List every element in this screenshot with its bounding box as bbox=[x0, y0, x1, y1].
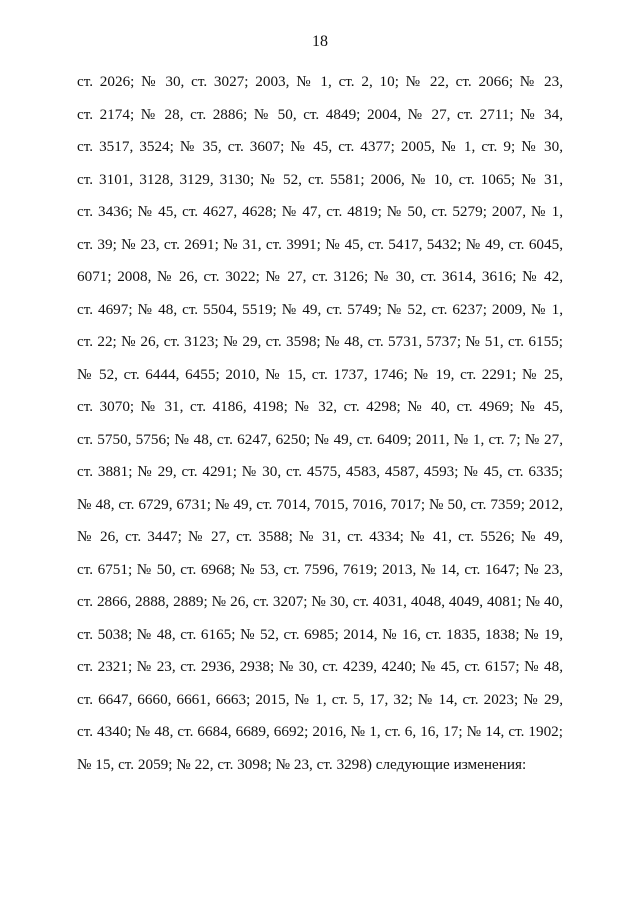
body-text-line-last: № 15, ст. 2059; № 22, ст. 3098; № 23, ст. 3298) следующие изменения: bbox=[77, 755, 527, 773]
body-text-line: ст. 4697; № 48, ст. 5504, 5519; № 49, ст. 5749; № 52, ст. 6237; 2009, № 1, bbox=[77, 300, 563, 318]
body-text-line: ст. 2174; № 28, ст. 2886; № 50, ст. 4849; 2004, № 27, ст. 2711; № 34, bbox=[77, 105, 563, 123]
body-text-line: № 52, ст. 6444, 6455; 2010, № 15, ст. 1737, 1746; № 19, ст. 2291; № 25, bbox=[77, 365, 563, 383]
body-text-line: ст. 3070; № 31, ст. 4186, 4198; № 32, ст. 4298; № 40, ст. 4969; № 45, bbox=[77, 398, 563, 415]
body-text-line: ст. 2866, 2888, 2889; № 26, ст. 3207; № 30, ст. 4031, 4048, 4049, 4081; № 40, bbox=[77, 593, 563, 610]
body-text-line: ст. 5750, 5756; № 48, ст. 6247, 6250; № 49, ст. 6409; 2011, № 1, ст. 7; № 27, bbox=[77, 430, 563, 448]
body-text-line: № 26, ст. 3447; № 27, ст. 3588; № 31, ст. 4334; № 41, ст. 5526; № 49, bbox=[77, 528, 563, 545]
body-text-line: 6071; 2008, № 26, ст. 3022; № 27, ст. 3126; № 30, ст. 3614, 3616; № 42, bbox=[77, 268, 563, 285]
page-number: 18 bbox=[312, 33, 328, 50]
body-text-line: ст. 4340; № 48, ст. 6684, 6689, 6692; 2016, № 1, ст. 6, 16, 17; № 14, ст. 1902; bbox=[77, 723, 563, 740]
body-text-line: № 48, ст. 6729, 6731; № 49, ст. 7014, 7015, 7016, 7017; № 50, ст. 7359; 2012, bbox=[77, 495, 563, 513]
body-text-line: ст. 6647, 6660, 6661, 6663; 2015, № 1, ст. 5, 17, 32; № 14, ст. 2023; № 29, bbox=[77, 690, 563, 708]
body-text-line: ст. 5038; № 48, ст. 6165; № 52, ст. 6985; 2014, № 16, ст. 1835, 1838; № 19, bbox=[77, 625, 563, 643]
body-text-line: ст. 39; № 23, ст. 2691; № 31, ст. 3991; № 45, ст. 5417, 5432; № 49, ст. 6045, bbox=[77, 235, 563, 253]
body-text-line: ст. 2321; № 23, ст. 2936, 2938; № 30, ст. 4239, 4240; № 45, ст. 6157; № 48, bbox=[77, 658, 563, 675]
body-text-line: ст. 3881; № 29, ст. 4291; № 30, ст. 4575, 4583, 4587, 4593; № 45, ст. 6335; bbox=[77, 463, 563, 480]
body-text-line: ст. 6751; № 50, ст. 6968; № 53, ст. 7596, 7619; 2013, № 14, ст. 1647; № 23, bbox=[77, 560, 563, 578]
document-body bbox=[77, 71, 563, 786]
body-text-line: ст. 22; № 26, ст. 3123; № 29, ст. 3598; № 48, ст. 5731, 5737; № 51, ст. 6155; bbox=[77, 333, 563, 350]
body-text-line: ст. 3517, 3524; № 35, ст. 3607; № 45, ст. 4377; 2005, № 1, ст. 9; № 30, bbox=[77, 138, 563, 155]
body-text-line: ст. 3436; № 45, ст. 4627, 4628; № 47, ст. 4819; № 50, ст. 5279; 2007, № 1, bbox=[77, 203, 563, 220]
body-text-line: ст. 3101, 3128, 3129, 3130; № 52, ст. 5581; 2006, № 10, ст. 1065; № 31, bbox=[77, 170, 563, 188]
body-text-line: ст. 2026; № 30, ст. 3027; 2003, № 1, ст. 2, 10; № 22, ст. 2066; № 23, bbox=[77, 73, 563, 90]
